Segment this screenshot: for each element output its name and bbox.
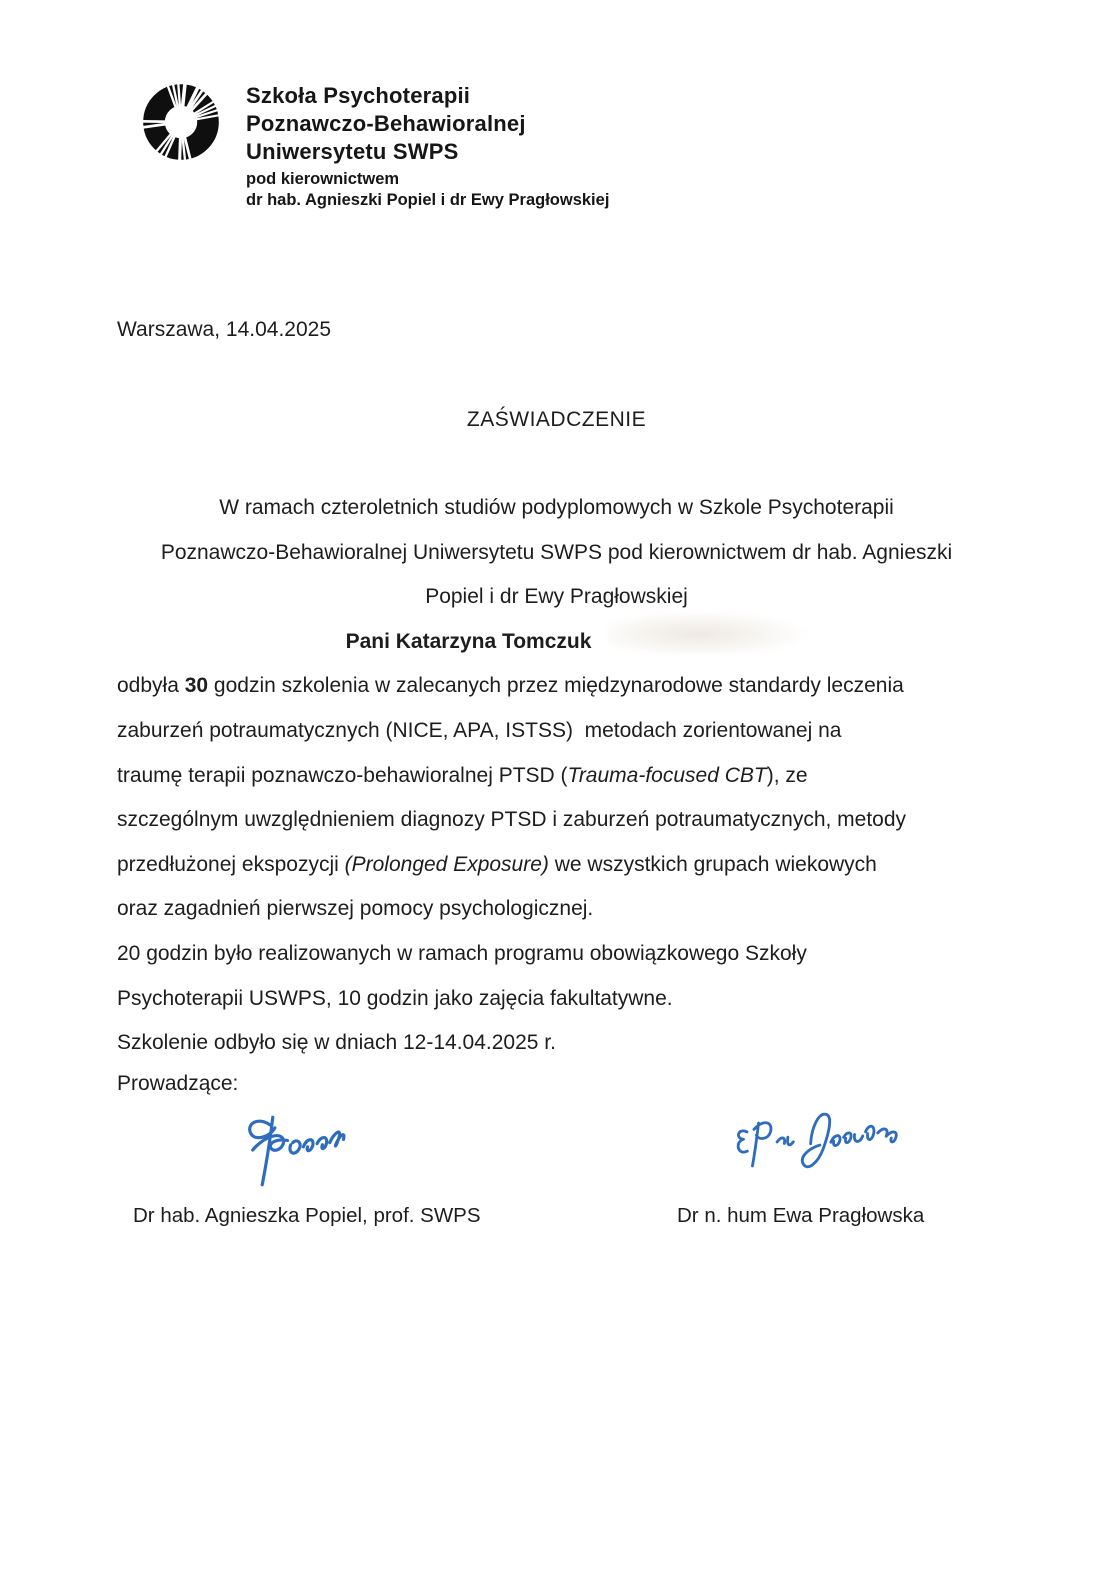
dateline: Warszawa, 14.04.2025: [117, 318, 332, 341]
document-title: ZAŚWIADCZENIE: [466, 408, 647, 431]
signature-praglowska-icon: [729, 1099, 926, 1191]
letterhead: [136, 76, 609, 211]
intro-paragraph: W ramach czteroletnich studiów podyplomowych w Szkole Psychoterapii Poznawczo-Behawioralnej Uniwersytetu SWPS pod kierownictwem dr hab. Agnieszki Popiel i dr Ewy Pragłowskiej: [160, 496, 953, 609]
recipient-name: Pani Katarzyna Tomczuk: [345, 629, 592, 653]
letterhead-title: Szkoła Psychoterapii Poznawczo-Behawioralnej Uniwersytetu SWPS: [246, 83, 526, 164]
university-logo-icon: [136, 76, 226, 168]
body-text: [117, 486, 996, 1066]
main-paragraph: odbyła 30 godzin szkolenia w zalecanych przez międzynarodowe standardy leczenia zaburzeń potraumatycznych (NICE, APA, ISTSS) metodach zorientowanej na traumę terapii poznawczo-behawioralnej PTSD (Trauma-focused CBT), ze szczególnym uwzględnieniem diagnozy PTSD i zaburzeń potraumatycznych, metody przedłużonej ekspozycji (Prolonged Exposure) we wszystkich grupach wiekowych oraz zagadnień pierwszej pomocy psychologicznej. 20 godzin było realizowanych w ramach programu obowiązkowego Szkoły Psychoterapii USWPS, 10 godzin jako zajęcia fakultatywne. Szkolenie odbyło się w dniach 12-14.04.2025 r.: [117, 674, 907, 1055]
letterhead-subtitle: pod kierownictwem dr hab. Agnieszki Popiel i dr Ewy Pragłowskiej: [246, 170, 610, 209]
signer-name-left: Dr hab. Agnieszka Popiel, prof. SWPS: [133, 1204, 481, 1227]
signer-name-right: Dr n. hum Ewa Pragłowska: [677, 1204, 925, 1227]
signature-popiel-icon: [240, 1112, 352, 1188]
closing-label: Prowadzące:: [117, 1072, 239, 1095]
letterhead-text: [246, 76, 609, 211]
